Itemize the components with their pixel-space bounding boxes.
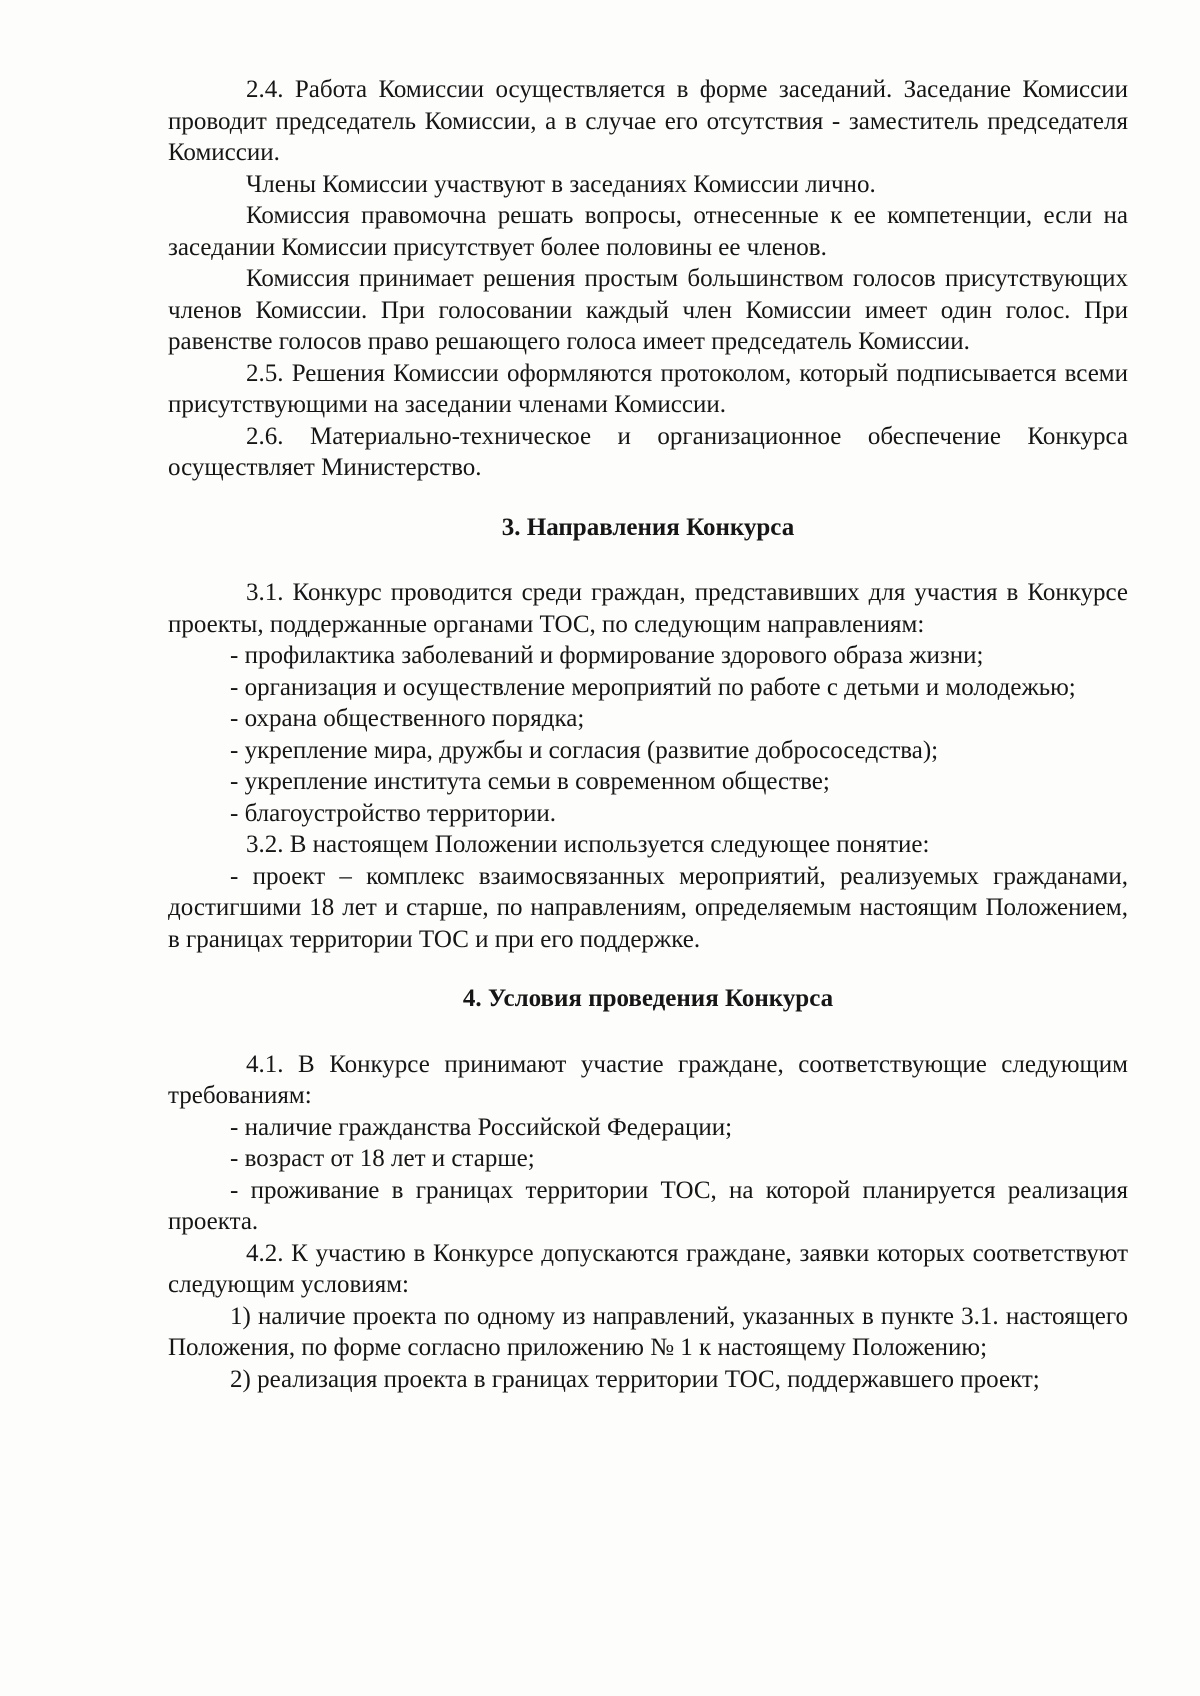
section-3-heading: 3. Направления Конкурса [501, 513, 795, 541]
paragraph-4-1: 4.1. В Конкурсе принимают участие граждане, соответствующие следующим требованиям: [168, 1050, 1128, 1109]
paragraph-quorum: Комиссия правомочна решать вопросы, отнесенные к ее компетенции, если на заседании Комиссии присутствует более половины ее членов. [168, 202, 1128, 261]
direction-item: - организация и осуществление мероприятий по работе с детьми и молодежью; [230, 673, 1076, 701]
direction-item: - укрепление института семьи в современном обществе; [230, 768, 830, 795]
requirement-item: - наличие гражданства Российской Федерации; [230, 1113, 733, 1141]
paragraph-3-2: 3.2. В настоящем Положении используется следующее понятие: [246, 831, 930, 858]
direction-item: - благоустройство территории. [230, 799, 557, 827]
paragraph-2-6: 2.6. Материально-техническое и организационное обеспечение Конкурса осуществляет Министерство. [168, 422, 1128, 481]
paragraph-2-5: 2.5. Решения Комиссии оформляются протоколом, который подписывается всеми присутствующими на заседании членами Комиссии. [168, 359, 1128, 418]
direction-item: - охрана общественного порядка; [230, 705, 585, 732]
paragraph-2-4: 2.4. Работа Комиссии осуществляется в форме заседаний. Заседание Комиссии проводит председатель Комиссии, а в случае его отсутствия - заместитель председателя Комиссии. [168, 76, 1128, 166]
definition-project: - проект – комплекс взаимосвязанных мероприятий, реализуемых гражданами, достигшими 18 лет и старше, по направлениям, определяемым настоящим Положением, в границах территории ТОС и при его поддержке. [168, 862, 1128, 953]
document-body [168, 74, 1128, 1395]
paragraph-4-2: 4.2. К участию в Конкурсе допускаются граждане, заявки которых соответствуют следующим условиям: [168, 1239, 1128, 1298]
direction-item: - профилактика заболеваний и формирование здорового образа жизни; [230, 642, 984, 669]
requirement-item: - возраст от 18 лет и старше; [230, 1145, 535, 1172]
condition-item: 1) наличие проекта по одному из направлений, указанных в пункте 3.1. настоящего Положения, по форме согласно приложению № 1 к настоящему Положению; [168, 1302, 1128, 1361]
direction-item: - укрепление мира, дружбы и согласия (развитие добрососедства); [230, 736, 939, 764]
paragraph-voting: Комиссия принимает решения простым большинством голосов присутствующих членов Комиссии. При голосовании каждый член Комиссии имеет один голос. При равенстве голосов право решающего голоса имеет председатель Комиссии. [168, 265, 1128, 355]
paragraph-3-1: 3.1. Конкурс проводится среди граждан, представивших для участия в Конкурсе проекты, поддержанные органами ТОС, по следующим направлениям: [168, 579, 1128, 638]
requirement-item: - проживание в границах территории ТОС, на которой планируется реализация проекта. [168, 1176, 1128, 1235]
paragraph-members: Члены Комиссии участвуют в заседаниях Комиссии лично. [246, 170, 876, 198]
condition-item: 2) реализация проекта в границах территории ТОС, поддержавшего проект; [230, 1365, 1040, 1393]
section-4-heading: 4. Условия проведения Конкурса [462, 985, 834, 1012]
